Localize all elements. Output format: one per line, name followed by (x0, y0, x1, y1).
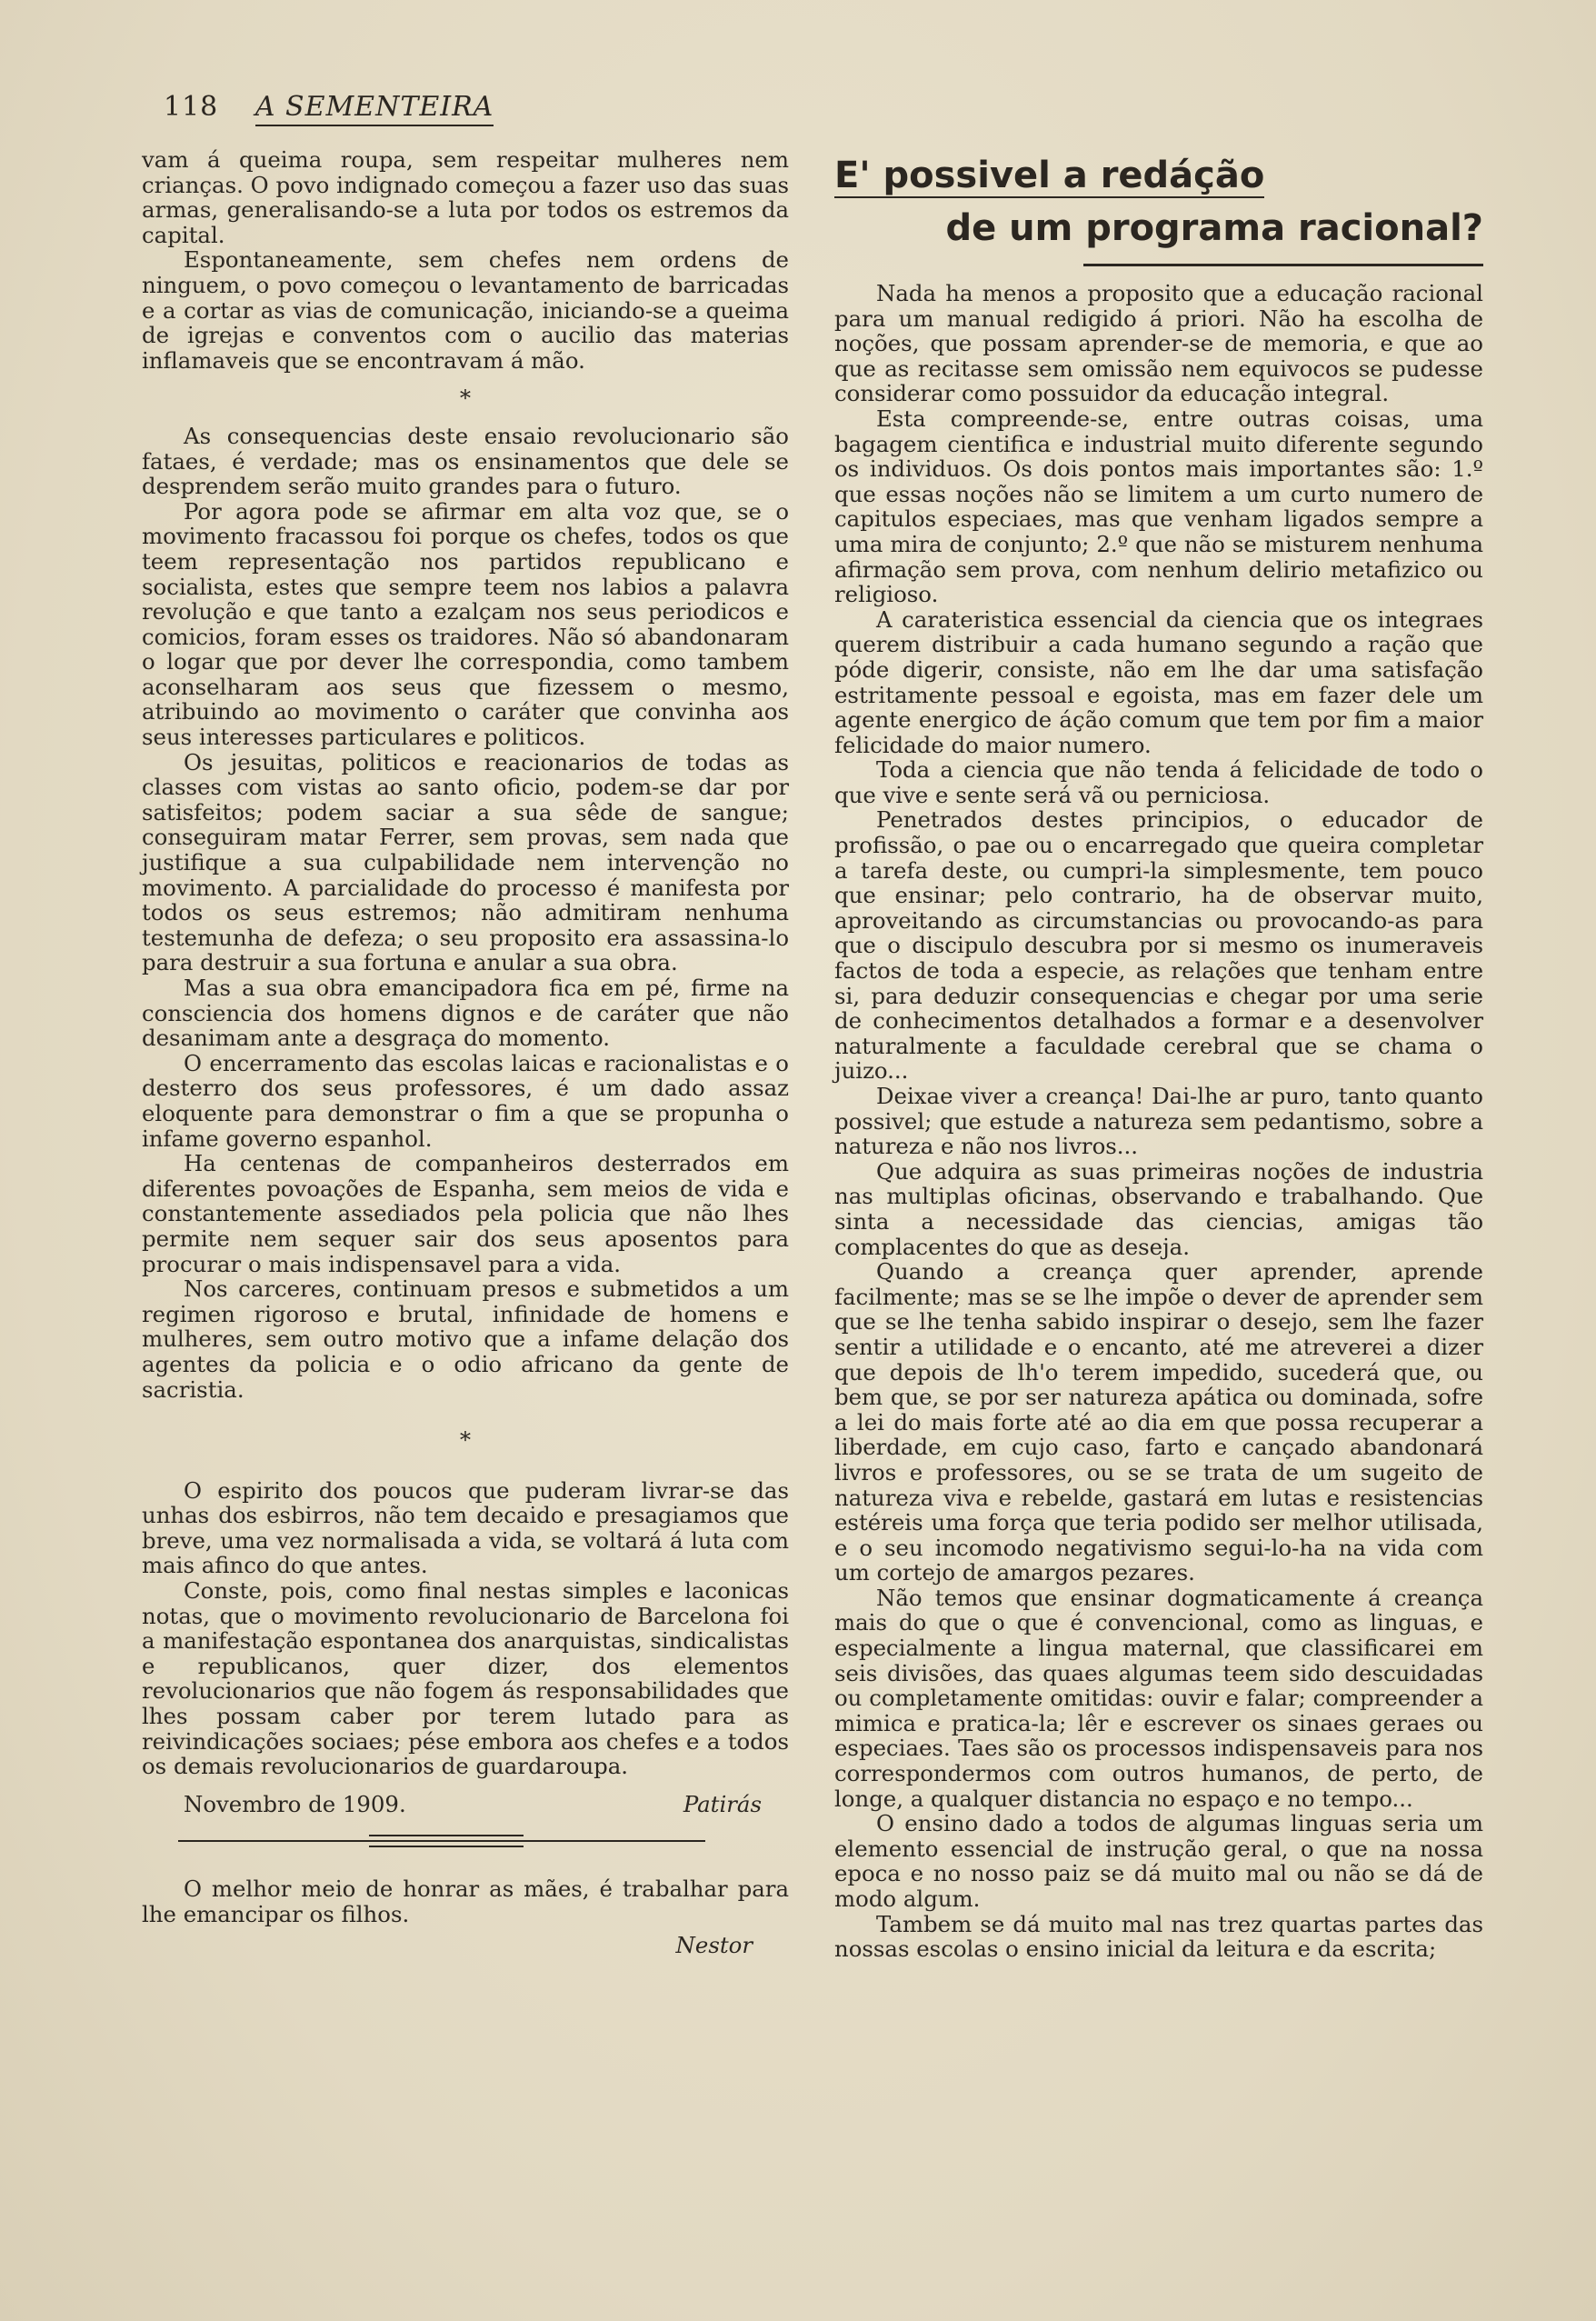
paragraph: Esta compreende-se, entre outras coisas, uma bagagem cientifica e industrial muito diferente segundo os individuos. Os dois pontos mais importantes são: 1.º que essas noções não se limitem a um curto numero de capitulos especiaes, mas que venham ligados sempre a uma mira de conjunto; 2.º que não se misturem nenhuma afirmação sem prova, com nenhum delirio metafizico ou religioso. (834, 405, 1483, 608)
article-date: Novembro de 1909. (184, 1790, 406, 1817)
left-column (142, 147, 789, 1957)
paragraph: Quando a creança quer aprender, aprende facilmente; mas se se lhe impõe o dever de aprender sem que se lhe tenha sabido inspirar o desejo, sem lhe fazer sentir a utilidade e o encanto, até me atreverei a dizer que depois de lh'o terem impedido, sucederá que, ou bem que, se por ser natureza apática ou dominada, sofre a lei do mais forte até ao dia em que possa recuperar a liberdade, em cujo caso, farto e cançado abandonará livros e professores, ou se se trata de um sugeito de natureza viva e rebelde, gastará em lutas e resistencias estéreis uma força que teria podido ser melhor utilisada, e o seu incomodo negativismo segui-lo-ha na vida com um cortejo de amargos pezares. (834, 1258, 1483, 1586)
paragraph: Penetrados destes principios, o educador de profissão, o pae ou o encarregado que queira completar a tarefa deste, ou cumpri-la simplesmente, tem pouco que ensinar; pelo contrario, ha de observar muito, aproveitando as circumstancias ou provocando-as para que o discipulo descubra por si mesmo os inumeraveis factos de toda a especie, as relações que tenham entre si, para deduzir consequencias e chegar por uma serie de conhecimentos detalhados a formar e a desenvolver naturalmente a faculdade cerebral que se chama o juizo... (834, 806, 1483, 1085)
paragraph: O encerramento das escolas laicas e racionalistas e o desterro dos seus professores, é um dado assaz eloquente para demonstrar o fim a que se propunha o infame governo espanhol. (142, 1049, 789, 1152)
paragraph: Que adquira as suas primeiras noções de industria nas multiplas oficinas, observando e trabalhando. Que sinta a necessidade das ciencias, amigas tão complacentes do que as deseja. (834, 1157, 1483, 1260)
quote-author: Nestor (675, 1931, 753, 1958)
article-title-line-1: E' possivel a redáção (834, 155, 1265, 196)
paragraph: Espontaneamente, sem chefes nem ordens de ninguem, o povo começou o levantamento de barricadas e a cortar as vias de comunicação, iniciando-se a queima de igrejas e conventos com o aucilio das materias inflamaveis que se encontravam á mão. (142, 246, 789, 374)
paragraph: As consequencias deste ensaio revolucionario são fataes, é verdade; mas os ensinamentos que dele se desprendem serão muito grandes para o futuro. (142, 422, 789, 500)
paragraph: Por agora pode se afirmar em alta voz que, se o movimento fracassou foi porque os chefes, todos os que teem representação nos partidos republicano e socialista, estes que sempre teem nos labios a palavra revolução e que tanto a ezalçam nos seus periodicos e comicios, foram esses os traidores. Não só abandonaram o logar que por dever lhe correspondia, como tambem aconselharam aos seus que fizessem o mesmo, atribuindo ao movimento o caráter que convinha aos seus interesses particulares e politicos. (142, 497, 789, 751)
section-separator: * (459, 1426, 472, 1454)
paragraph: Nada ha menos a proposito que a educação racional para um manual redigido á priori. Não ha escolha de noções, que possam aprender-se de memoria, e que ao que as recitasse sem omissão nem equivocos se pudesse considerar como possuidor da educação integral. (834, 280, 1483, 407)
article-author: Patirás (683, 1790, 762, 1817)
dateline (142, 1792, 789, 1817)
section-separator: * (459, 385, 472, 412)
paragraph: Não temos que ensinar dogmaticamente á creança mais do que o que é convencional, como as linguas, e especialmente a lingua maternal, que classificarei em seis divisões, das quaes algumas teem sido descuidadas ou completamente omitidas: ouvir e falar; compreender a mimica e pratica-la; lêr e escrever os sinaes geraes ou especiaes. Taes são os processos indispensaveis para nos correspondermos com outros humanos, de perto, de longe, a qualquer distancia no espaço e no tempo... (834, 1584, 1483, 1812)
paragraph: Conste, pois, como final nestas simples e laconicas notas, que o movimento revolucionario de Barcelona foi a manifestação espontanea dos anarquistas, sindicalistas e republicanos, quer dizer, dos elementos revolucionarios que não fogem ás responsabilidades que lhes possam caber por terem lutado para as reivindicações sociaes; pése embora aos chefes e a todos os demais revolucionarios de guardaroupa. (142, 1577, 789, 1780)
paragraph: vam á queima roupa, sem respeitar mulheres nem crianças. O povo indignado começou a fazer uso das suas armas, generalisando-se a luta por todos os estremos da capital. (142, 146, 789, 248)
publication-title: A SEMENTEIRA (255, 91, 494, 126)
running-head (164, 91, 494, 123)
paragraph: Nos carceres, continuam presos e submetidos a um regimen rigoroso e brutal, infinidade de homens e mulheres, sem outro motivo que a infame delação dos agentes da policia e o odio africano da gente de sacristia. (142, 1276, 789, 1403)
article-title-line-2: de um programa racional? (945, 207, 1483, 249)
title-rule (1083, 264, 1483, 266)
quote: O melhor meio de honrar as mães, é trabalhar para lhe emancipar os filhos. (142, 1876, 789, 1927)
paragraph: Deixae viver a creança! Dai-lhe ar puro, tanto quanto possivel; que estude a natureza sem pedantismo, sobre a natureza e não nos livros... (834, 1083, 1483, 1160)
paragraph: Mas a sua obra emancipadora fica em pé, firme na consciencia dos homens dignos e de caráter que não desanimam ante a desgraça do momento. (142, 975, 789, 1052)
paragraph: Toda a ciencia que não tenda á felicidade de todo o que vive e sente será vã ou perniciosa. (834, 756, 1483, 808)
article-title (834, 155, 1483, 249)
ornamental-rule (142, 1827, 789, 1864)
page-number: 118 (164, 91, 219, 123)
paragraph: Ha centenas de companheiros desterrados em diferentes povoações de Espanha, sem meios de vida e constantemente assediados pela policia que não lhes permite nem sequer sair dos seus aposentos para procurar o mais indispensavel para a vida. (142, 1150, 789, 1277)
paragraph: O ensino dado a todos de algumas linguas seria um elemento essencial de instrução geral, o que na nossa epoca e no nosso paiz se dá muito mal ou não se dá de modo algum. (834, 1810, 1483, 1912)
paragraph: Os jesuitas, politicos e reacionarios de todas as classes com vistas ao santo oficio, podem-se dar por satisfeitos; podem saciar a sua sêde de sangue; conseguiram matar Ferrer, sem provas, sem nada que justifique a sua culpabilidade nem intervenção no movimento. A parcialidade do processo é manifesta por todos os seus estremos; não admitiram nenhuma testemunha de defeza; o seu proposito era assassina-lo para destruir a sua fortuna e anular a sua obra. (142, 748, 789, 976)
right-column (834, 155, 1483, 1962)
paragraph: Tambem se dá muito mal nas trez quartas partes das nossas escolas o ensino inicial da leitura e da escrita; (834, 1910, 1483, 1963)
paragraph: A carateristica essencial da ciencia que os integraes querem distribuir a cada humano segundo a ração que póde digerir, consiste, não em lhe dar uma satisfação estritamente pessoal e egoista, mas em fazer dele um agente energico de áção comum que tem por fim a maior felicidade do maior numero. (834, 605, 1483, 758)
paragraph: O espirito dos poucos que puderam livrar-se das unhas dos esbirros, não tem decaido e presagiamos que breve, uma vez normalisada a vida, se voltará á luta com mais afinco do que antes. (142, 1476, 789, 1579)
